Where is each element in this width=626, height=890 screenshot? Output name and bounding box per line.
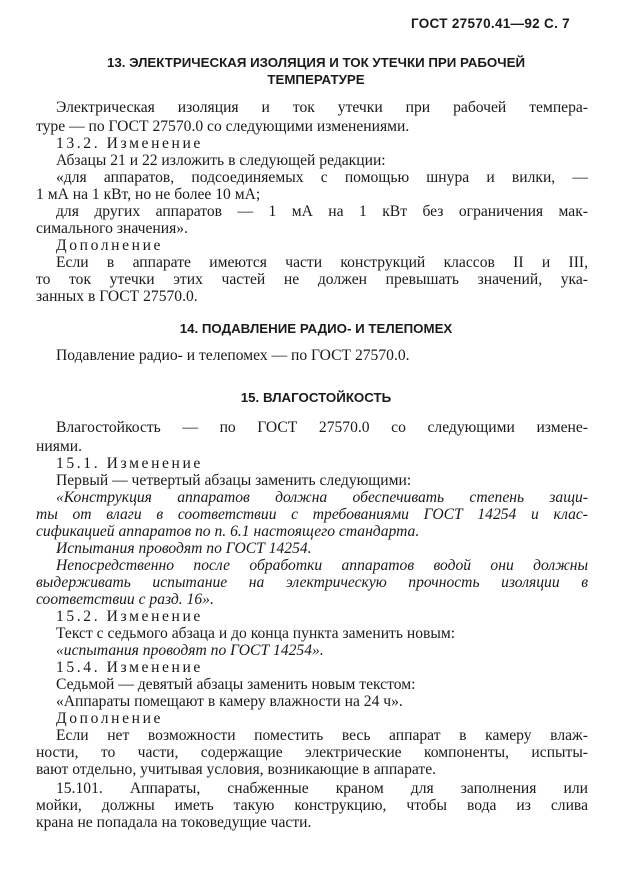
subclause-label: 15.4. Изменение — [56, 659, 203, 676]
subclause-label: 15.2. Изменение — [56, 608, 203, 625]
paragraph-line: Электрическая изоляция и ток утечки при рабочей темпера- — [56, 99, 588, 116]
paragraph-line: 15.101. Аппараты, снабженные краном для заполнения или — [56, 780, 588, 797]
paragraph-line: Испытания проводят по ГОСТ 14254. — [56, 540, 312, 557]
section-13-heading-line-2: ТЕМПЕРАТУРЕ — [267, 72, 365, 87]
paragraph-line: то ток утечки этих частей не должен превышать значений, ука- — [36, 271, 588, 288]
paragraph-line: крана не попадала на токоведущие части. — [36, 814, 312, 831]
paragraph-line: соответствии с разд. 16». — [36, 591, 214, 608]
paragraph-line: вают отдельно, учитывая условия, возникающие в аппарате. — [36, 761, 437, 778]
paragraph-line: туре — по ГОСТ 27570.0 со следующими изменениями. — [36, 118, 410, 135]
section-13-heading-line-1: 13. ЭЛЕКТРИЧЕСКАЯ ИЗОЛЯЦИЯ И ТОК УТЕЧКИ ПРИ РАБОЧЕЙ — [106, 55, 526, 70]
paragraph-line: ниями. — [36, 438, 82, 455]
paragraph-line: для других аппаратов — 1 мА на 1 кВт без ограничения мак- — [56, 203, 588, 220]
paragraph-line: сификацией аппаратов по п. 6.1 настоящего стандарта. — [36, 523, 420, 540]
paragraph-line: Первый — четвертый абзацы заменить следующими: — [56, 472, 412, 489]
paragraph-line: Текст с седьмого абзаца и до конца пункта заменить новым: — [56, 625, 456, 642]
paragraph-line: 1 мА на 1 кВт, но не более 10 мА; — [36, 186, 261, 203]
paragraph-line: занных в ГОСТ 27570.0. — [36, 288, 198, 305]
paragraph-line: Непосредственно после обработки аппаратов водой они должны — [56, 557, 588, 574]
paragraph-line: симального значения». — [36, 220, 188, 237]
paragraph-line: Седьмой — девятый абзацы заменить новым текстом: — [56, 676, 416, 693]
paragraph-line: ности, то части, содержащие электрические компоненты, испыты- — [36, 744, 588, 761]
paragraph-line: «Аппараты помещают в камеру влажности на 24 ч». — [56, 693, 403, 710]
addition-label: Дополнение — [56, 237, 164, 254]
paragraph-line: Подавление радио- и телепомех — по ГОСТ 27570.0. — [56, 347, 410, 364]
addition-label: Дополнение — [56, 710, 164, 727]
section-15-heading: 15. ВЛАГОСТОЙКОСТЬ — [240, 390, 392, 405]
paragraph-line: Абзацы 21 и 22 изложить в следующей редакции: — [56, 152, 386, 169]
subclause-label: 13.2. Изменение — [56, 135, 203, 152]
paragraph-line: мойки, должны иметь такую конструкцию, чтобы вода из слива — [36, 797, 588, 814]
paragraph-line: выдерживать испытание на электрическую прочность изоляции в — [36, 574, 588, 591]
subclause-label: 15.1. Изменение — [56, 455, 203, 472]
paragraph-line: Если нет возможности поместить весь аппарат в камеру влаж- — [56, 727, 588, 744]
paragraph-line: ты от влаги в соответствии с требованиями ГОСТ 14254 и клас- — [36, 506, 588, 523]
section-14-heading: 14. ПОДАВЛЕНИЕ РАДИО- И ТЕЛЕПОМЕХ — [179, 321, 453, 336]
paragraph-line: «Конструкция аппаратов должна обеспечивать степень защи- — [56, 489, 588, 506]
page-header: ГОСТ 27570.41—92 С. 7 — [410, 16, 570, 31]
paragraph-line: Если в аппарате имеются части конструкций классов II и III, — [56, 254, 588, 271]
paragraph-line: Влагостойкость — по ГОСТ 27570.0 со следующими измене- — [56, 419, 588, 436]
paragraph-line: «для аппаратов, подсоединяемых с помощью шнура и вилки, — — [56, 169, 588, 186]
paragraph-line: «испытания проводят по ГОСТ 14254». — [56, 642, 324, 659]
